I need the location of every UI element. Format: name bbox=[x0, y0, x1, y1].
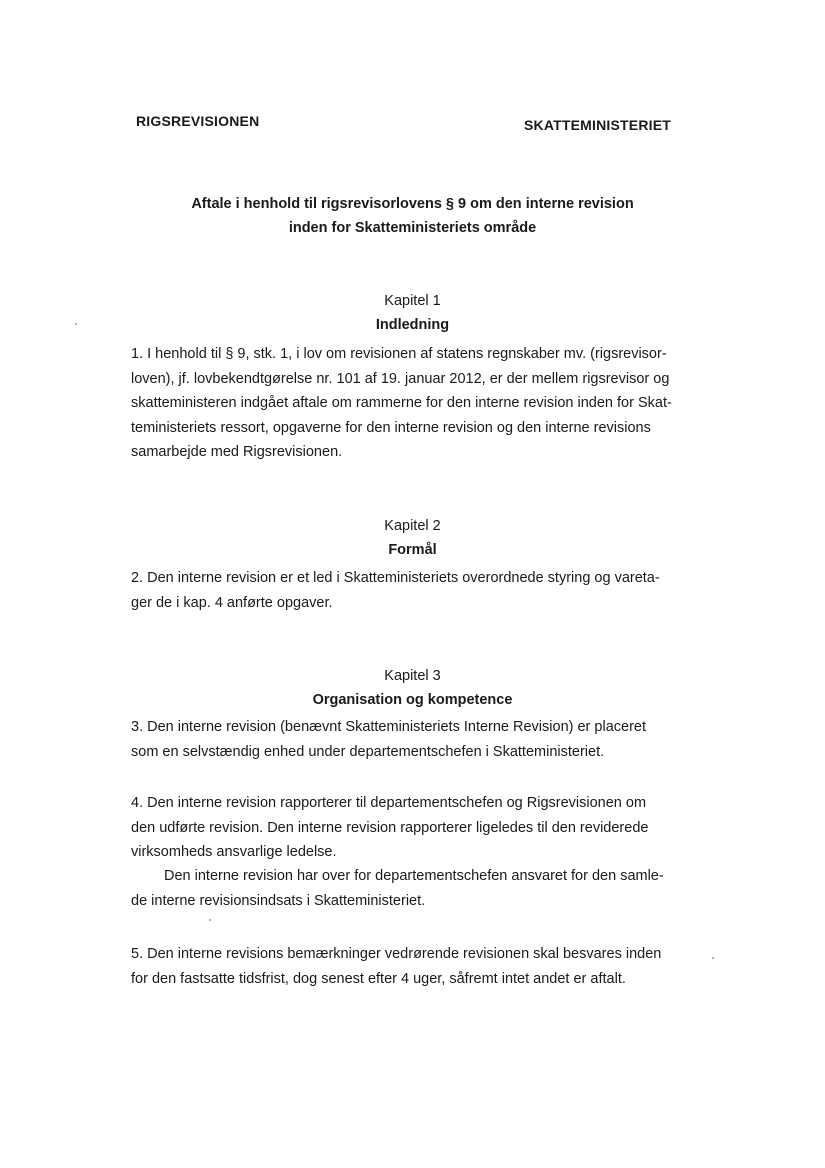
title-line-2: inden for Skatteministeriets område bbox=[288, 220, 537, 236]
paragraph-line: virksomheds ansvarlige ledelse. bbox=[131, 844, 337, 860]
header-left-org: RIGSREVISIONEN bbox=[136, 113, 260, 129]
paragraph-line: 5. Den interne revisions bemærkninger vedrørende revisionen skal besvares inden bbox=[131, 946, 662, 962]
scan-speck bbox=[209, 919, 211, 921]
paragraph-5 bbox=[131, 942, 671, 991]
chapter-1-heading bbox=[100, 289, 725, 337]
paragraph-line: ger de i kap. 4 anførte opgaver. bbox=[131, 594, 333, 611]
chapter-number: Kapitel 2 bbox=[384, 518, 441, 534]
chapter-title: Indledning bbox=[375, 317, 450, 333]
paragraph-line: 1. I henhold til § 9, stk. 1, i lov om revisionen af statens regnskaber mv. (rigsrevisor- bbox=[131, 346, 667, 362]
header-right-org: SKATTEMINISTERIET bbox=[524, 117, 672, 133]
chapter-number: Kapitel 1 bbox=[384, 293, 441, 309]
chapter-number: Kapitel 3 bbox=[384, 668, 441, 684]
paragraph-1 bbox=[131, 342, 671, 465]
paragraph-line: de interne revisionsindsats i Skatteministeriet. bbox=[131, 892, 426, 909]
paragraph-3 bbox=[131, 715, 671, 764]
chapter-3-heading bbox=[100, 664, 725, 712]
paragraph-line: samarbejde med Rigsrevisionen. bbox=[131, 444, 343, 460]
scan-speck bbox=[712, 957, 714, 959]
paragraph-line: teministeriets ressort, opgaverne for den interne revision og den interne revisions bbox=[131, 419, 651, 436]
paragraph-line: 3. Den interne revision (benævnt Skatteministeriets Interne Revision) er placeret bbox=[131, 719, 646, 735]
scan-speck bbox=[75, 323, 77, 325]
paragraph-line: skatteministeren indgået aftale om rammerne for den interne revision inden for Skat- bbox=[131, 395, 672, 411]
title-line-1: Aftale i henhold til rigsrevisorlovens § 9 om den interne revision bbox=[191, 196, 634, 212]
chapter-title: Formål bbox=[388, 542, 437, 558]
paragraph-line: 4. Den interne revision rapporterer til departementschefen og Rigsrevisionen om bbox=[131, 795, 647, 811]
paragraph-4-continued bbox=[131, 864, 671, 913]
document-title bbox=[100, 192, 725, 240]
paragraph-line: den udførte revision. Den interne revision rapporterer ligeledes til den reviderede bbox=[131, 819, 649, 836]
paragraph-line: loven), jf. lovbekendtgørelse nr. 101 af 19. januar 2012, er der mellem rigsrevisor og bbox=[131, 370, 670, 387]
paragraph-4 bbox=[131, 791, 671, 865]
paragraph-line: som en selvstændig enhed under departementschefen i Skatteministeriet. bbox=[131, 743, 605, 760]
paragraph-line: 2. Den interne revision er et led i Skatteministeriets overordnede styring og vareta- bbox=[131, 570, 660, 586]
paragraph-2 bbox=[131, 566, 671, 615]
chapter-title: Organisation og kompetence bbox=[312, 692, 513, 708]
paragraph-line: Den interne revision har over for departementschefen ansvaret for den samle- bbox=[164, 868, 664, 884]
paragraph-line: for den fastsatte tidsfrist, dog senest efter 4 uger, såfremt intet andet er aftalt. bbox=[131, 970, 626, 987]
chapter-2-heading bbox=[100, 514, 725, 562]
